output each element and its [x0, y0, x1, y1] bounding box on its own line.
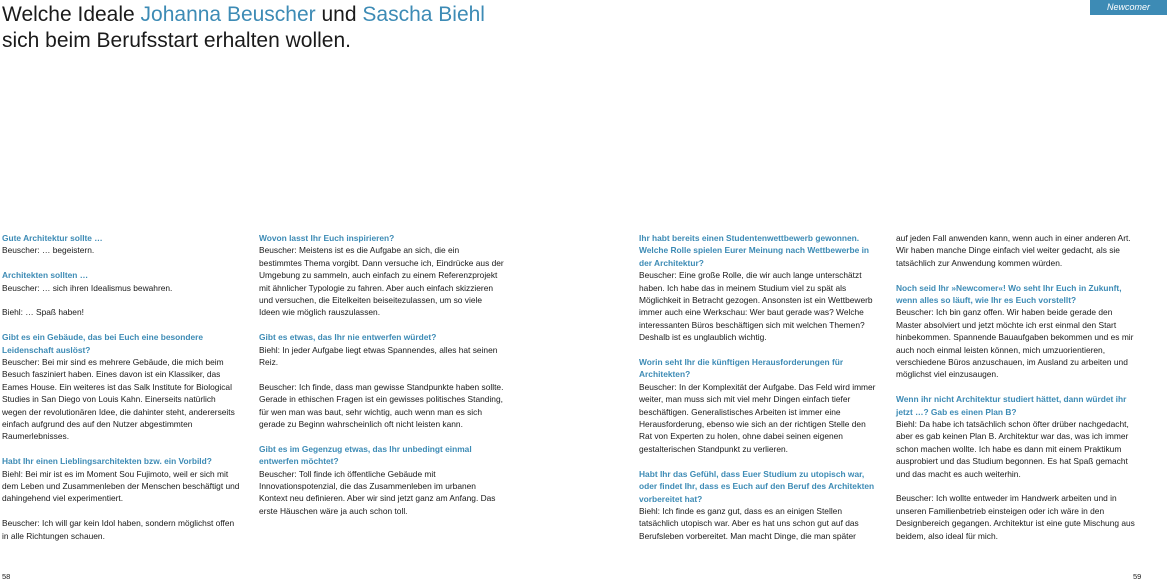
question-heading: Habt Ihr einen Lieblingsarchitekten bzw. ein Vorbild? — [2, 456, 212, 467]
question-heading: Ihr habt bereits einen Studentenwettbewerb gewonnen. Welche Rolle spielen Eurer Meinung nach Wettbewerbe in der Architektur? — [639, 233, 870, 268]
answer-text: Beuscher: Ich bin ganz offen. Wir haben beide gerade den Master absolviert und jetzt möchte ich erst einmal den Start hinbekommen. Spannende Bauaufgaben bekommen und es mir auch noch einmal leisten können, mich umzuorientieren, verschiedene Büros anzuschauen, im Ausland zu arbeiten und möglichst viel einzusaugen. — [896, 307, 1134, 380]
qa-paragraph — [639, 356, 881, 455]
text-column-2 — [259, 232, 504, 530]
question-heading: Gibt es etwas, das Ihr nie entwerfen würdet? — [259, 332, 437, 343]
answer-text: Biehl: Bei mir ist es im Moment Sou Fujimoto, weil er sich mit dem Leben und Zusammenleben der Menschen beschäftigt und dahingehend viel experimentiert. — [2, 468, 240, 504]
qa-paragraph — [259, 232, 504, 319]
answer-text: Biehl: Ich finde es ganz gut, dass es an einigen Stellen tatsächlich utopisch war. Aber es hat uns schon gut auf das Berufsleben vorbereitet. Man macht Dinge, die man später — [639, 505, 859, 541]
article-title — [2, 2, 485, 54]
answer-text: Beuscher: Bei mir sind es mehrere Gebäude, die mich beim Besuch fasziniert haben. Eines davon ist ein Klassiker, das Eames House. Ein weiteres ist das Salk Institute for Biological Studies in San Diego von Louis Kahn. Einerseits natürlich wegen der revolutionären Idee, die dahinter steht, andererseits einfach aufgrund des auf den Nutzer abgestimmten Raumerlebnisses. — [2, 357, 235, 442]
answer-text: Biehl: Da habe ich tatsächlich schon öfter drüber nachgedacht, aber es gab keinen Plan B. Architektur war das, was ich immer schon machen wollte. Ich habe es dann mit einem Praktikum ausprobiert und das Studium begonnen. Es hat Spaß gemacht und das macht es auch weiterhin. — [896, 419, 1129, 479]
question-heading: Gibt es ein Gebäude, das bei Euch eine besondere Leidenschaft auslöst? — [2, 332, 204, 355]
answer-text: Beuscher: Ich wollte entweder im Handwerk arbeiten und in unseren Familienbetrieb einsteigen oder ich wäre in den Designbereich gegangen. Architektur ist eine gute Mischung aus beidem, also ideal für mich. — [896, 493, 1135, 541]
title-conjunction: und — [315, 3, 363, 26]
answer-text: Beuscher: Eine große Rolle, die wir auch lange unterschätzt haben. Ich habe das in meinem Studium viel zu spät als Möglichkeit in Betracht gezogen. Ansonsten ist ein Wettbewerb immer auch eine Werkschau: Wer baut gerade was? Welche interessanten Büros beschäftigen sich mit welchen Themen? Deshalb ist es unglaublich wichtig. — [639, 270, 873, 343]
answer-text: Beuscher: Toll finde ich öffentliche Gebäude mit Innovationspotenzial, die das Zusammenleben im urbanen Kontext neu definieren. Aber wir sind jetzt ganz am Anfang. Das erste Häuschen wäre ja auch schon toll. — [259, 468, 496, 516]
text-column-1 — [2, 232, 242, 554]
text-column-4 — [896, 232, 1138, 555]
question-heading: Gute Architektur sollte … — [2, 233, 103, 243]
qa-paragraph — [2, 455, 242, 505]
qa-paragraph — [259, 443, 504, 517]
qa-paragraph — [2, 306, 242, 318]
qa-paragraph — [2, 331, 242, 443]
title-line-2: sich beim Berufsstart erhalten wollen. — [2, 29, 351, 52]
question-heading: Wovon lasst Ihr Euch inspirieren? — [259, 233, 395, 243]
qa-paragraph — [259, 331, 504, 368]
title-prefix: Welche Ideale — [2, 3, 141, 26]
answer-text: Beuscher: … begeistern. — [2, 245, 95, 256]
question-heading: Noch seid Ihr »Newcomer«! Wo seht Ihr Euch in Zukunft, wenn alles so läuft, wie Ihr es Euch vorstellt? — [896, 282, 1122, 306]
qa-paragraph — [2, 232, 242, 257]
answer-text: Beuscher: Ich finde, dass man gewisse Standpunkte haben sollte. Gerade in ethischen Fragen ist ein gewisses politisches Standing, für wen man was baut, sehr wichtig, auch wenn man es sich gerade zu Beginn wahrscheinlich oft nicht leisten kann. — [259, 381, 504, 430]
name-sascha-biehl: Sascha Biehl — [362, 3, 485, 26]
qa-paragraph — [896, 282, 1138, 381]
answer-text: Beuscher: Ich will gar kein Idol haben, sondern möglichst offen in alle Richtungen schauen. — [2, 518, 235, 541]
answer-text: auf jeden Fall anwenden kann, wenn auch in einer anderen Art. Wir haben manche Dinge einfach viel weiter gedacht, als sie tatsächlich zur Anwendung kommen würden. — [896, 233, 1131, 268]
section-tag: Newcomer — [1090, 0, 1167, 15]
answer-text: Beuscher: Meistens ist es die Aufgabe an sich, die ein bestimmtes Thema vorgibt. Dann versuche ich, Eindrücke aus der Umgebung zu sammeln, auch einfach zu einem Referenzprojekt mit ähnlicher Typologie zu fahren. Aber auch einfach skizzieren und versuchen, die Eitelkeiten beiseitezulassen, um so viele Ideen wie möglich rauszulassen. — [259, 245, 504, 318]
qa-paragraph — [896, 393, 1138, 480]
question-heading: Habt Ihr das Gefühl, dass Euer Studium zu utopisch war, oder findet Ihr, dass es Euch auf den Beruf des Architekten vorbereitet hat? — [639, 468, 875, 504]
answer-text: Biehl: … Spaß haben! — [2, 307, 84, 318]
page-number-left: 58 — [2, 572, 11, 581]
answer-text: Beuscher: … sich ihren Idealismus bewahren. — [2, 282, 173, 293]
question-heading: Wenn ihr nicht Architektur studiert hättet, dann würdet ihr jetzt …? Gab es einen Plan B? — [896, 394, 1127, 417]
answer-text: Beuscher: In der Komplexität der Aufgabe. Das Feld wird immer weiter, man muss sich mit viel mehr Dingen einfach tiefer beschäftigen. Generalistisches Arbeiten ist immer eine Herausforderung, ebenso wie sich an der richtigen Stelle den Rat von Experten zu holen, ohne dabei seinen eigenen gestalterischen Standpunkt zu verlieren. — [639, 381, 876, 454]
question-heading: Architekten sollten … — [2, 270, 89, 281]
page-number-right: 59 — [1133, 572, 1142, 581]
qa-paragraph — [896, 492, 1138, 542]
answer-text: Biehl: In jeder Aufgabe liegt etwas Spannendes, alles hat seinen Reiz. — [259, 344, 498, 368]
qa-paragraph — [639, 468, 881, 542]
text-column-3 — [639, 232, 881, 555]
name-johanna-beuscher: Johanna Beuscher — [140, 3, 316, 26]
question-heading: Worin seht Ihr die künftigen Herausforderungen für Architekten? — [639, 357, 844, 380]
qa-paragraph — [259, 381, 504, 431]
qa-paragraph — [2, 517, 242, 542]
qa-paragraph — [2, 269, 242, 294]
qa-paragraph — [896, 232, 1138, 269]
question-heading: Gibt es im Gegenzug etwas, das Ihr unbedingt einmal entwerfen möchtet? — [259, 443, 472, 467]
qa-paragraph — [639, 232, 881, 344]
